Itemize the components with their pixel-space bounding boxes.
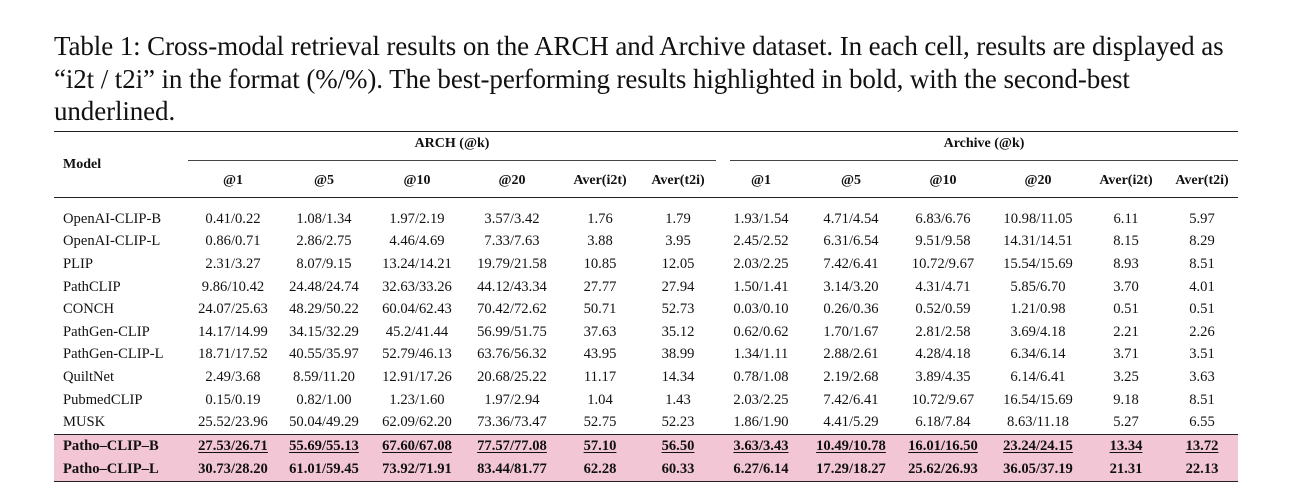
value-cell: 0.86/0.71 [205, 233, 261, 250]
value-cell: 32.63/33.26 [382, 278, 452, 295]
value-cell: 3.69/4.18 [1010, 323, 1066, 340]
value-cell: 1.50/1.41 [733, 278, 789, 295]
value-cell: 1.21/0.98 [1010, 301, 1066, 318]
value-cell: 3.95 [665, 233, 691, 250]
model-name-cell: PathGen-CLIP [63, 323, 150, 340]
value-cell: 14.34 [661, 368, 695, 385]
value-cell [716, 435, 806, 458]
value-cell: 16.54/15.69 [1003, 391, 1073, 408]
model-name-cell: PathCLIP [63, 278, 121, 295]
col-header: @5 [840, 173, 862, 188]
col-header: Aver(t2i) [1175, 173, 1229, 188]
value-cell [370, 458, 464, 481]
table-caption: Table 1: Cross-modal retrieval results on the ARCH and Archive dataset. In each cell, results are displayed as “i2t / t2i” in the format (%/%). The best-performing results highlighted in bold, with the second-best underlined. [54, 31, 1224, 126]
value-cell: 3.25 [1113, 368, 1139, 385]
value-cell: 0.51 [1189, 301, 1215, 318]
table-ours [54, 434, 1238, 481]
second-best-value: 10.49/10.78 [816, 437, 886, 454]
value-cell: 0.78/1.08 [733, 368, 789, 385]
value-cell: 3.14/3.20 [823, 278, 879, 295]
value-cell: 4.28/4.18 [915, 346, 971, 363]
table-row [54, 198, 1238, 231]
value-cell: 3.88 [587, 233, 613, 250]
value-cell: 63.76/56.32 [477, 346, 547, 363]
value-cell: 0.15/0.19 [205, 391, 261, 408]
value-cell: 2.03/2.25 [733, 255, 789, 272]
table-row [54, 298, 1238, 321]
value-cell: 52.23 [661, 414, 695, 431]
highlighted-row [54, 458, 1238, 481]
value-cell [806, 458, 896, 481]
value-cell: 0.62/0.62 [733, 323, 789, 340]
value-cell: 24.07/25.63 [198, 301, 268, 318]
best-value: 21.31 [1109, 460, 1143, 477]
value-cell: 15.54/15.69 [1003, 255, 1073, 272]
value-cell: 1.34/1.11 [733, 346, 789, 363]
value-cell [188, 435, 278, 458]
value-cell: 7.42/6.41 [823, 391, 879, 408]
best-value: 60.33 [661, 460, 695, 477]
best-value: 62.28 [583, 460, 617, 477]
value-cell: 10.85 [583, 255, 617, 272]
value-cell: 1.76 [587, 210, 613, 227]
value-cell: 43.95 [583, 346, 617, 363]
value-cell: 9.18 [1113, 391, 1139, 408]
value-cell: 52.79/46.13 [382, 346, 452, 363]
value-cell: 44.12/43.34 [477, 278, 547, 295]
value-cell: 4.46/4.69 [389, 233, 445, 250]
table-row [54, 389, 1238, 412]
best-value: 22.13 [1185, 460, 1219, 477]
value-cell: 27.94 [661, 278, 695, 295]
value-cell: 5.85/6.70 [1010, 278, 1066, 295]
value-cell: 2.49/3.68 [205, 368, 261, 385]
value-cell: 0.51 [1113, 301, 1139, 318]
value-cell: 14.31/14.51 [1003, 233, 1073, 250]
value-cell: 6.34/6.14 [1010, 346, 1066, 363]
group-header-arch [188, 132, 716, 165]
value-cell: 52.73 [661, 301, 695, 318]
group-label-archive: Archive (@k) [730, 136, 1238, 161]
model-name-cell: PubmedCLIP [63, 391, 143, 408]
value-cell: 20.68/25.22 [477, 368, 547, 385]
model-name-cell: QuiltNet [63, 368, 115, 385]
model-name-cell: OpenAI-CLIP-L [63, 233, 161, 250]
best-value: 17.29/18.27 [816, 460, 886, 477]
model-name-cell: Patho–CLIP–L [54, 458, 188, 481]
best-value: 6.27/6.14 [733, 460, 789, 477]
value-cell: 12.05 [661, 255, 695, 272]
second-best-value: 77.57/77.08 [477, 437, 547, 454]
value-cell: 50.04/49.29 [289, 414, 359, 431]
value-cell: 8.51 [1189, 255, 1215, 272]
value-cell: 2.86/2.75 [296, 233, 352, 250]
value-cell: 8.15 [1113, 233, 1139, 250]
value-cell: 73.36/73.47 [477, 414, 547, 431]
value-cell: 1.86/1.90 [733, 414, 789, 431]
group-header-archive [716, 132, 1238, 165]
value-cell: 6.83/6.76 [915, 210, 971, 227]
value-cell: 6.55 [1189, 414, 1215, 431]
value-cell [560, 435, 640, 458]
col-header: Aver(i2t) [573, 173, 627, 188]
value-cell: 9.86/10.42 [201, 278, 265, 295]
value-cell: 6.11 [1113, 210, 1139, 227]
value-cell: 6.31/6.54 [823, 233, 879, 250]
value-cell [640, 458, 716, 481]
table-body [54, 198, 1238, 434]
value-cell: 5.27 [1113, 414, 1139, 431]
value-cell: 25.52/23.96 [198, 414, 268, 431]
value-cell: 18.71/17.52 [198, 346, 268, 363]
second-best-value: 57.10 [583, 437, 617, 454]
value-cell: 24.48/24.74 [289, 278, 359, 295]
table-row [54, 321, 1238, 344]
value-cell: 11.17 [583, 368, 617, 385]
value-cell: 1.08/1.34 [296, 210, 352, 227]
value-cell: 45.2/41.44 [385, 323, 449, 340]
best-value: 73.92/71.91 [382, 460, 452, 477]
value-cell [1086, 435, 1166, 458]
col-header: @1 [750, 173, 772, 188]
value-cell: 5.97 [1189, 210, 1215, 227]
value-cell: 6.18/7.84 [915, 414, 971, 431]
value-cell [896, 435, 990, 458]
bottom-rule [54, 481, 1238, 482]
best-value: 30.73/28.20 [198, 460, 268, 477]
table-row [54, 231, 1238, 254]
value-cell [806, 435, 896, 458]
value-cell [990, 435, 1086, 458]
value-cell: 0.41/0.22 [205, 210, 261, 227]
highlighted-row [54, 435, 1238, 458]
value-cell: 3.89/4.35 [915, 368, 971, 385]
value-cell: 38.99 [661, 346, 695, 363]
best-value: 25.62/26.93 [908, 460, 978, 477]
model-name-cell: PathGen-CLIP-L [63, 346, 164, 363]
second-best-value: 13.72 [1185, 437, 1219, 454]
value-cell: 0.03/0.10 [733, 301, 789, 318]
value-cell: 62.09/62.20 [382, 414, 452, 431]
value-cell: 48.29/50.22 [289, 301, 359, 318]
value-cell [1086, 458, 1166, 481]
second-best-value: 3.63/3.43 [733, 437, 789, 454]
value-cell: 3.63 [1189, 368, 1215, 385]
value-cell [560, 458, 640, 481]
table-row [54, 344, 1238, 367]
value-cell [1166, 435, 1238, 458]
value-cell [1166, 458, 1238, 481]
value-cell: 3.70 [1113, 278, 1139, 295]
best-value: 61.01/59.45 [289, 460, 359, 477]
second-best-value: 55.69/55.13 [289, 437, 359, 454]
group-label-arch: ARCH (@k) [188, 136, 716, 161]
results-table [54, 131, 1238, 482]
value-cell: 1.93/1.54 [733, 210, 789, 227]
value-cell: 7.42/6.41 [823, 255, 879, 272]
value-cell: 40.55/35.97 [289, 346, 359, 363]
value-cell: 2.88/2.61 [823, 346, 879, 363]
value-cell: 50.71 [583, 301, 617, 318]
value-cell: 70.42/72.62 [477, 301, 547, 318]
col-header: @5 [313, 173, 335, 188]
value-cell [278, 435, 370, 458]
value-cell: 10.72/9.67 [911, 255, 975, 272]
value-cell: 2.45/2.52 [733, 233, 789, 250]
col-header: @10 [929, 173, 957, 188]
value-cell: 35.12 [661, 323, 695, 340]
value-cell: 3.51 [1189, 346, 1215, 363]
value-cell: 1.04 [587, 391, 613, 408]
value-cell: 4.41/5.29 [823, 414, 879, 431]
value-cell: 8.59/11.20 [293, 368, 355, 385]
value-cell: 2.19/2.68 [823, 368, 879, 385]
value-cell: 0.82/1.00 [296, 391, 352, 408]
value-cell: 2.31/3.27 [205, 255, 261, 272]
value-cell: 13.24/14.21 [382, 255, 452, 272]
value-cell: 4.31/4.71 [915, 278, 971, 295]
model-column-header: Model [63, 156, 102, 172]
best-value: 36.05/37.19 [1003, 460, 1073, 477]
value-cell: 37.63 [583, 323, 617, 340]
value-cell: 2.21 [1113, 323, 1139, 340]
value-cell: 0.52/0.59 [915, 301, 971, 318]
value-cell: 1.97/2.94 [484, 391, 540, 408]
column-header-row [54, 165, 1238, 198]
model-name-cell: CONCH [63, 301, 115, 318]
second-best-value: 27.53/26.71 [198, 437, 268, 454]
value-cell: 1.79 [665, 210, 691, 227]
table-row [54, 276, 1238, 299]
value-cell [370, 435, 464, 458]
col-header: Aver(i2t) [1099, 173, 1153, 188]
value-cell: 7.33/7.63 [484, 233, 540, 250]
table-row [54, 253, 1238, 276]
value-cell: 8.93 [1113, 255, 1139, 272]
value-cell: 8.51 [1189, 391, 1215, 408]
value-cell: 14.17/14.99 [198, 323, 268, 340]
value-cell [990, 458, 1086, 481]
value-cell: 12.91/17.26 [382, 368, 452, 385]
value-cell: 10.98/11.05 [1003, 210, 1073, 227]
value-cell: 1.43 [665, 391, 691, 408]
model-name-cell: PLIP [63, 255, 94, 272]
model-name-cell: MUSK [63, 414, 106, 431]
value-cell: 1.97/2.19 [389, 210, 445, 227]
value-cell [464, 458, 560, 481]
value-cell: 9.51/9.58 [915, 233, 971, 250]
col-header: @1 [222, 173, 244, 188]
value-cell [188, 458, 278, 481]
value-cell: 8.63/11.18 [1007, 414, 1069, 431]
value-cell: 34.15/32.29 [289, 323, 359, 340]
value-cell: 52.75 [583, 414, 617, 431]
group-header-row [54, 132, 1238, 165]
best-value: 83.44/81.77 [477, 460, 547, 477]
value-cell: 8.29 [1189, 233, 1215, 250]
value-cell: 60.04/62.43 [382, 301, 452, 318]
second-best-value: 23.24/24.15 [1003, 437, 1073, 454]
value-cell: 1.70/1.67 [823, 323, 879, 340]
value-cell [464, 435, 560, 458]
col-header: Aver(t2i) [651, 173, 705, 188]
value-cell: 2.03/2.25 [733, 391, 789, 408]
col-header: @20 [498, 173, 526, 188]
value-cell: 8.07/9.15 [296, 255, 352, 272]
table-row [54, 366, 1238, 389]
value-cell [278, 458, 370, 481]
value-cell: 10.72/9.67 [911, 391, 975, 408]
value-cell: 27.77 [583, 278, 617, 295]
col-header: @10 [403, 173, 431, 188]
col-header: @20 [1024, 173, 1052, 188]
value-cell [716, 458, 806, 481]
second-best-value: 67.60/67.08 [382, 437, 452, 454]
model-name-cell: Patho–CLIP–B [54, 435, 188, 458]
second-best-value: 56.50 [661, 437, 695, 454]
value-cell: 4.71/4.54 [823, 210, 879, 227]
value-cell [640, 435, 716, 458]
value-cell: 3.71 [1113, 346, 1139, 363]
value-cell: 56.99/51.75 [477, 323, 547, 340]
value-cell: 6.14/6.41 [1010, 368, 1066, 385]
value-cell: 3.57/3.42 [484, 210, 540, 227]
table-row [54, 411, 1238, 434]
model-name-cell: OpenAI-CLIP-B [63, 210, 162, 227]
value-cell: 2.26 [1189, 323, 1215, 340]
value-cell: 19.79/21.58 [477, 255, 547, 272]
value-cell: 0.26/0.36 [823, 301, 879, 318]
value-cell: 2.81/2.58 [915, 323, 971, 340]
value-cell: 1.23/1.60 [389, 391, 445, 408]
value-cell: 4.01 [1189, 278, 1215, 295]
second-best-value: 13.34 [1109, 437, 1143, 454]
second-best-value: 16.01/16.50 [908, 437, 978, 454]
value-cell [896, 458, 990, 481]
